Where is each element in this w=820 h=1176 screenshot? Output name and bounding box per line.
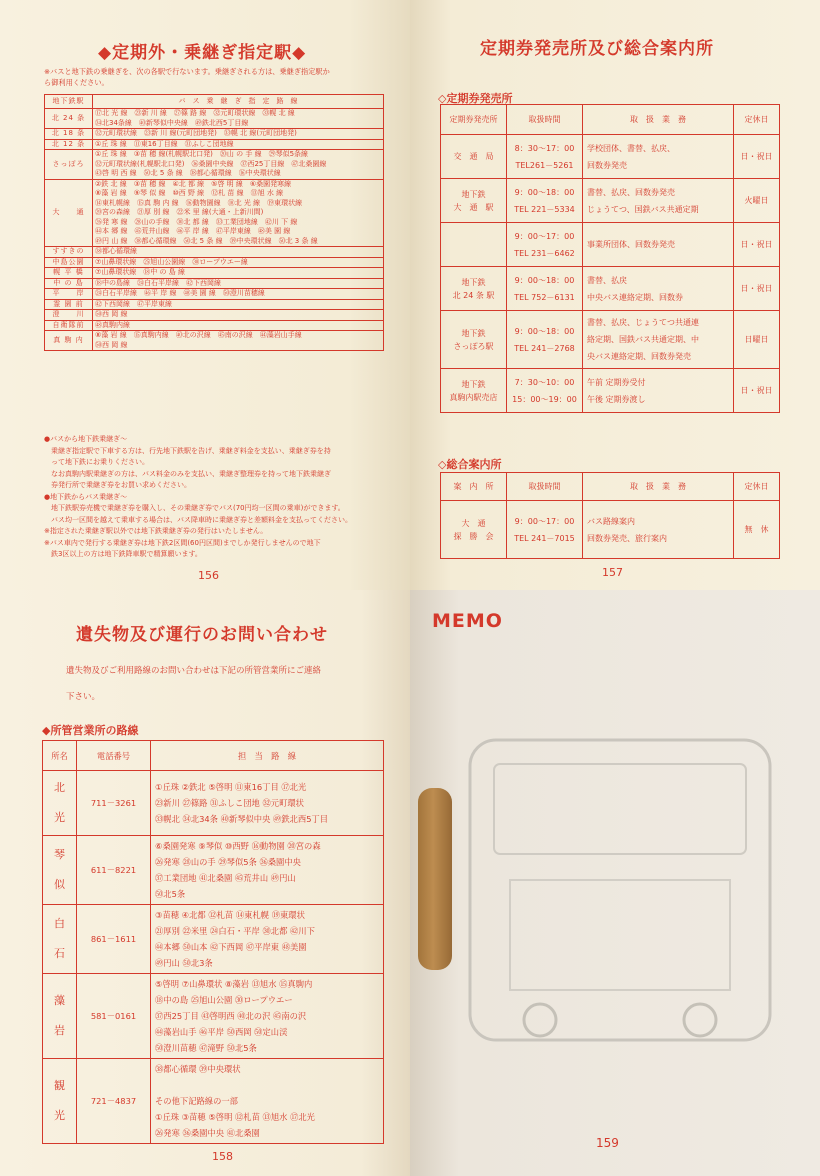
page-number: 159 [596, 1136, 619, 1150]
route-line: ㉖発寒 ㉘山の手 ㉙琴似5条 ㊱桑園中央 [155, 857, 301, 867]
route-line: ㊲工業団地 ㊶北桑園 ㊺荒井山 ㊾円山 [155, 873, 296, 883]
route-line: ⑱中の島 ㉕旭山公園 ㉚ロープウエー [155, 995, 293, 1005]
route-line: ①丘珠 ③苗穂 ⑤啓明 ⑫札苗 ⑬旭水 ⑰北光 [155, 1112, 315, 1122]
header-cell: 電話番号 [77, 741, 151, 771]
service-line: 回数券発売 [587, 160, 627, 170]
header-cell: 担 当 路 線 [151, 741, 384, 771]
route-line: ㉓新川 ㉗篠路 ㉛ふしこ団地 ㉜元町環状 [155, 798, 304, 808]
page-159 [410, 590, 820, 1176]
note-line: なお真駒内駅乗継ぎの方は、バス料金のみを支払い、乗継ぎ整理券を持って地下鉄乗継ぎ [44, 469, 331, 478]
table-row [45, 320, 384, 331]
office-name-char: 琴 [54, 848, 65, 861]
note-line: 券発行所で乗継ぎ券をお買い求めください。 [44, 481, 191, 489]
table-row [45, 331, 384, 351]
route-line: ⑧藻 岩 線 ⑨琴 似 線 ⑩西 野 線 ⑫札 苗 線 ⑬旭 水 線 [95, 189, 284, 197]
office-cell [441, 135, 507, 179]
hours-line: 9：00～18：00 [514, 187, 575, 197]
note-line: ※指定された乗継ぎ駅以外では地下鉄乗継ぎ券の発行はいたしません。 [44, 527, 268, 535]
routes-cell [93, 150, 384, 180]
office-line: 大 通 [461, 518, 486, 528]
service-cell [583, 223, 734, 267]
table-row [45, 179, 384, 247]
station-cell: すすきの [45, 247, 93, 258]
route-line: ㊷下西岡線 ㊼平岸東線 [95, 299, 172, 308]
header-cell: 取扱時間 [507, 473, 583, 501]
hours-line: TEL261－5261 [515, 160, 574, 170]
hours-line: 9：00～18：00 [514, 326, 575, 336]
office-line: 地下鉄 [461, 379, 486, 389]
office-name-char: 観 [54, 1079, 65, 1092]
service-cell [583, 501, 734, 559]
office-cell [441, 179, 507, 223]
station-cell: 北 18 条 [45, 129, 93, 140]
intro-line: 遺失物及びご利用路線のお問い合わせは下記の所管営業所にご連絡 [66, 666, 322, 676]
hours-line: 15：00～19：00 [512, 394, 577, 404]
note-line: バス均一区間を越えて乗車する場合は、バス降車時に乗継ぎ券と差額料金を支払ってください。 [44, 515, 352, 524]
table-row [43, 905, 384, 974]
office-name-cell [43, 771, 77, 836]
station-cell: 北 12 条 [45, 139, 93, 150]
header-cell: 案 内 所 [441, 473, 507, 501]
hours-cell [507, 311, 583, 369]
office-line: 地下鉄 [461, 277, 486, 287]
office-line: 真駒内駅売店 [449, 392, 498, 402]
route-line: ⑤啓明 ⑦山鼻環状 ⑧藻岩 ⑬旭水 ⑮真駒内 [155, 979, 313, 989]
hours-line: 9：00～17：00 [514, 231, 575, 241]
routes-cell [93, 257, 384, 268]
table-row [45, 109, 384, 129]
route-line: ㊿澄川苗穂 ㊼滝野 ㊿北5条 [155, 1043, 257, 1053]
table-row [45, 299, 384, 310]
office-line: 大 通 駅 [453, 202, 494, 212]
routes-cell [93, 299, 384, 310]
phone-cell: 861－1611 [77, 905, 151, 974]
route-line: ㉔白石平岸線 ㊻平 岸 線 ㊽美 園 線 ㊿澄川苗穂線 [95, 289, 265, 297]
table-row [45, 268, 384, 279]
table-row [43, 1059, 384, 1144]
hours-cell [507, 223, 583, 267]
service-line: バス路線案内 [587, 516, 635, 526]
routes-cell [93, 139, 384, 150]
page-title: 定期券発売所及び総合案内所 [480, 39, 714, 59]
table-row [45, 310, 384, 321]
intro-note [44, 66, 330, 88]
hours-line: 9：00～18：00 [514, 275, 575, 285]
route-line: ㊳都心循環 ㊴中央環状 [155, 1064, 241, 1074]
page-number: 157 [602, 566, 623, 579]
office-name-char: 藻 [54, 994, 65, 1007]
routes-cell [93, 278, 384, 289]
service-line: 書替、払戻 [587, 275, 627, 285]
hours-line: 7：30～10：00 [514, 377, 575, 387]
routes-cell [93, 129, 384, 140]
route-line: ㊾円 山 線 ㊳都心循環線 ㊿北 5 条 線 ㊴中央環状線 ㊿北 3 条 線 [95, 236, 318, 245]
note-line: 鉄3区以上の方は地下鉄降車駅で精算願います。 [44, 550, 202, 558]
note-line: ※バス車内で発行する乗継ぎ券は地下鉄2区間(60円区間)までしか発行しませんので地下 [44, 538, 321, 547]
table-row [45, 129, 384, 140]
page-title: 遺失物及び運行のお問い合わせ [76, 625, 328, 645]
routes-cell [151, 1059, 384, 1144]
route-line: ㉖発寒 ㊱桑園中央 ㊶北桑園 [155, 1128, 260, 1138]
page-number: 156 [198, 569, 219, 582]
hours-cell [507, 369, 583, 413]
hours-cell [507, 501, 583, 559]
note-line: って地下鉄にお乗りください。 [44, 458, 149, 466]
table-row [45, 289, 384, 300]
route-line: その他下記路線の一部 [155, 1096, 238, 1106]
transfer-station-table [44, 94, 384, 351]
table-header [441, 473, 780, 501]
route-line: ⑱中の島線 ㉔白石平岸線 ㊷下西岡線 [95, 278, 221, 287]
routes-cell [93, 289, 384, 300]
table-row [43, 974, 384, 1059]
intro-line: ※バスと地下鉄の乗継ぎを、次の各駅で行ないます。乗継ぎされる方は、乗継ぎ指定駅か [44, 67, 330, 76]
header-cell: 定休日 [734, 473, 780, 501]
transfer-notes [44, 434, 352, 561]
route-line: ⑭東札幌線 ⑮真 駒 内 線 ⑯動物園線 ⑱北 光 線 ⑲東環状線 [95, 198, 303, 207]
hours-line: TEL 241－2768 [514, 343, 575, 353]
routes-cell [93, 179, 384, 247]
hours-line: 9：00～17：00 [514, 516, 575, 526]
routes-cell [151, 905, 384, 974]
table-row [45, 247, 384, 258]
route-line: ㊹本郷 ㊿山本 ㊷下西岡 ㊼平岸東 ㊽美園 [155, 942, 307, 952]
section-heading: ◇総合案内所 [438, 458, 502, 471]
page-number: 158 [212, 1150, 233, 1163]
office-name-char: 光 [54, 1109, 65, 1122]
office-name-cell [43, 836, 77, 905]
routes-cell [93, 268, 384, 279]
note-line: ●バスから地下鉄乗継ぎ～ [44, 435, 128, 443]
route-line: ㉝幌北 ㉞北34条 ㊵新琴似中央 ㊾鉄北西5丁目 [155, 814, 329, 824]
closed-day-cell: 日曜日 [734, 311, 780, 369]
office-name-char: 似 [54, 878, 65, 891]
service-line: 事業所団体、回数券発売 [587, 240, 675, 249]
route-line: ①丘 珠 線 ⑪東16丁目線 ㉛ふしこ団地線 [95, 139, 234, 148]
route-line: ⑰北 光 線 ㉓新 川 線 ㉗篠 路 線 ㉜元町環状線 ㉝幌 北 線 [95, 109, 295, 117]
hours-line: TEL 241－7015 [514, 533, 575, 543]
service-cell [583, 135, 734, 179]
office-line: 交 通 局 [453, 152, 494, 161]
closed-day-cell: 日・祝日 [734, 223, 780, 267]
table-header [45, 95, 384, 109]
intro-line: 下さい。 [66, 692, 101, 702]
station-cell: 北 24 条 [45, 109, 93, 129]
pass-office-table [440, 104, 780, 413]
routes-cell [151, 836, 384, 905]
service-line: 書替、払戻、回数券発売 [587, 187, 675, 197]
hours-cell [507, 135, 583, 179]
office-line: 地下鉄 [461, 189, 486, 199]
station-cell: 真 駒 内 [45, 331, 93, 351]
routes-cell [93, 109, 384, 129]
office-line: 北 24 条 駅 [452, 290, 495, 300]
routes-cell [93, 320, 384, 331]
table-row [441, 135, 780, 179]
table-row [441, 369, 780, 413]
service-cell [583, 369, 734, 413]
service-line: じょうてつ、国鉄バス共通定期 [587, 204, 699, 214]
office-route-table [42, 740, 384, 1144]
phone-cell: 721－4837 [77, 1059, 151, 1144]
service-line: 絡定期、国鉄バス共通定期、中 [587, 335, 699, 344]
route-line: ㊳都心循環線 [95, 247, 137, 255]
route-line: ㊽真駒内線 [95, 320, 130, 329]
closed-day-cell: 日・祝日 [734, 369, 780, 413]
route-line: ⑧藻 岩 線 ⑮真駒内線 ㊵北の沢線 ㊺南の沢線 ㊹藻岩山手線 [95, 331, 302, 339]
header-station: 地下鉄駅 [45, 95, 93, 109]
office-name-char: 光 [54, 811, 65, 824]
office-name-char: 北 [54, 781, 65, 794]
route-line: ㊿西 岡 線 [95, 310, 128, 318]
note-line: ●地下鉄からバス乗継ぎ～ [44, 492, 128, 501]
office-cell [441, 311, 507, 369]
phone-cell: 711－3261 [77, 771, 151, 836]
hours-line: TEL 752－6131 [514, 292, 575, 302]
header-routes: バ ス 乗 継 ぎ 指 定 路 線 [93, 95, 384, 109]
route-line: ㊲西25丁目 ㊸啓明西 ㊵北の沢 ㊺南の沢 [155, 1011, 307, 1021]
service-line: 回数券発売、旅行案内 [587, 533, 667, 543]
memo-title: MEMO [432, 610, 503, 632]
route-line: ⑦山鼻環状線 ⑱中 の 島 線 [95, 268, 185, 276]
route-line: ㉜元町環状線(札幌駅北口発) ㊱桑園中央線 ㊲西25丁目線 ㊼北桑園線 [95, 159, 327, 168]
routes-cell [151, 771, 384, 836]
route-line: ㊹本 郷 線 ㊺荒井山線 ㊻平 岸 線 ㊼平岸東線 ㊽美 園 線 [95, 227, 291, 235]
office-name-char: 白 [54, 917, 65, 930]
station-cell: 平 岸 [45, 289, 93, 300]
page-158 [0, 590, 410, 1176]
service-cell [583, 267, 734, 311]
phone-cell: 611－8221 [77, 836, 151, 905]
page-157 [410, 0, 820, 590]
routes-cell [151, 974, 384, 1059]
route-line: ㉜元町環状線 ㉓新 川 線(元町団地発) ㉝幌 北 線(元町団地発) [95, 129, 297, 137]
closed-day-cell: 日・祝日 [734, 267, 780, 311]
header-cell: 取 扱 業 務 [583, 105, 734, 135]
station-cell: 大 通 [45, 179, 93, 247]
route-line: ⑦山鼻環状線 ㉕旭山公園線 ㉚ロープウエー線 [95, 257, 248, 266]
header-cell: 取扱時間 [507, 105, 583, 135]
route-line: ㉞北34条線 ㊵新琴似中央線 ㊾鉄北西5丁目線 [95, 118, 249, 127]
table-row [441, 311, 780, 369]
station-cell: 澄 川 [45, 310, 93, 321]
intro-note [66, 658, 321, 710]
route-line: ㊹藻岩山手 ㊻平岸 ㊿西岡 ㊿定山渓 [155, 1027, 288, 1037]
route-line: ㉖発 寒 線 ㉘山の手線 ㉚北 都 線 ㉝工業団地線 ㊷川 下 線 [95, 217, 298, 226]
page-156 [0, 0, 410, 590]
note-line: 地下鉄駅券売機で乗継ぎ券を購入し、その乗継ぎ券でバス(70円均一区間の乗車)ができます。 [44, 504, 345, 512]
service-line: 学校団体、書替、払戻、 [587, 143, 675, 153]
station-cell: 幌 平 橋 [45, 268, 93, 279]
route-line: ㊸啓 明 西 線 ㊿北 5 条 線 ㊳都心循環線 ⑯中央環状線 [95, 169, 281, 177]
route-line: ①丘 珠 線 ③苗 穂 線(札幌駅北口発) ⑳山 の 手 線 ㉙琴似5条線 [95, 150, 309, 158]
office-line: 探 勝 会 [453, 531, 494, 541]
header-cell: 取 扱 業 務 [583, 473, 734, 501]
hours-cell [507, 179, 583, 223]
header-cell: 所名 [43, 741, 77, 771]
routes-cell [93, 331, 384, 351]
office-name-char: 岩 [54, 1024, 65, 1037]
table-row [45, 278, 384, 289]
office-cell [441, 223, 507, 267]
bleed-through-bus-photo [450, 730, 790, 1060]
service-cell [583, 311, 734, 369]
route-line: ㉑厚別 ㉒米里 ㉔白石・平岸 ㉚北都 ㊷川下 [155, 926, 315, 936]
info-center-table [440, 472, 780, 559]
table-row [441, 501, 780, 559]
page-title: ◆定期外・乗継ぎ指定駅◆ [98, 43, 307, 63]
route-line: ⑳宮の森線 ㉑厚 別 線 ㉒米 里 線(大通・上新川間) [95, 208, 264, 216]
route-line: ②鉄 北 線 ③苗 穂 線 ④北 都 線 ⑤啓 明 線 ⑥桑園発寒線 [95, 179, 292, 188]
service-line: 中央バス連絡定期、回数券 [587, 292, 683, 302]
office-name-cell [43, 1059, 77, 1144]
table-header [43, 741, 384, 771]
routes-cell [93, 310, 384, 321]
route-line: ㊿西 岡 線 [95, 340, 128, 349]
office-name-cell [43, 974, 77, 1059]
closed-day-cell: 火曜日 [734, 179, 780, 223]
table-row [441, 179, 780, 223]
route-line: ①丘珠 ②鉄北 ⑤啓明 ⑪東16丁目 ⑰北光 [155, 782, 307, 792]
section-heading: ◆所管営業所の路線 [42, 724, 139, 737]
service-line: 午後 定期券渡し [587, 394, 646, 404]
service-line: 午前 定期券受付 [587, 377, 646, 387]
table-header [441, 105, 780, 135]
service-line: 書替、払戻、じょうてつ共通連 [587, 318, 699, 327]
section-heading: ◇定期券発売所 [438, 92, 513, 105]
route-line [155, 1077, 379, 1093]
office-line: 地下鉄 [461, 328, 486, 338]
table-row [43, 771, 384, 836]
intro-line: ら御利用ください。 [44, 78, 109, 87]
office-cell [441, 369, 507, 413]
office-cell [441, 501, 507, 559]
service-cell [583, 179, 734, 223]
table-row [45, 150, 384, 180]
route-line: ㊿北5条 [155, 889, 186, 899]
table-row [43, 836, 384, 905]
table-row [45, 257, 384, 268]
station-cell: 自衛隊前 [45, 320, 93, 331]
table-row [45, 139, 384, 150]
office-cell [441, 267, 507, 311]
office-line: さっぽろ駅 [453, 341, 494, 351]
service-line: 央バス連絡定期、回数券発売 [587, 352, 691, 361]
closed-day-cell: 無 休 [734, 501, 780, 559]
note-line: 乗継ぎ指定駅で下車する方は、行先地下鉄駅を告げ、乗継ぎ料金を支払い、乗継ぎ券を持 [44, 446, 331, 455]
tape-stain [418, 788, 452, 970]
office-name-cell [43, 905, 77, 974]
route-line: ㊾円山 ㊿北3条 [155, 958, 213, 968]
station-cell: 中島公園 [45, 257, 93, 268]
route-line: ③苗穂 ④北都 ⑫札苗 ⑭東札幌 ⑲東環状 [155, 910, 305, 920]
table-row [441, 223, 780, 267]
office-name-char: 石 [54, 947, 65, 960]
hours-line: TEL 231－6462 [514, 248, 575, 258]
station-cell: 霊 園 前 [45, 299, 93, 310]
header-cell: 定期券発売所 [441, 105, 507, 135]
hours-cell [507, 267, 583, 311]
station-cell: さっぽろ [45, 150, 93, 180]
route-line: ⑥桑園発寒 ⑨琴似 ⑩西野 ⑯動物園 ⑳宮の森 [155, 841, 321, 851]
hours-line: 8：30～17：00 [514, 143, 575, 153]
header-cell: 定休日 [734, 105, 780, 135]
hours-line: TEL 221－5334 [514, 204, 575, 214]
closed-day-cell: 日・祝日 [734, 135, 780, 179]
routes-cell [93, 247, 384, 258]
phone-cell: 581－0161 [77, 974, 151, 1059]
station-cell: 中 の 島 [45, 278, 93, 289]
table-row [441, 267, 780, 311]
